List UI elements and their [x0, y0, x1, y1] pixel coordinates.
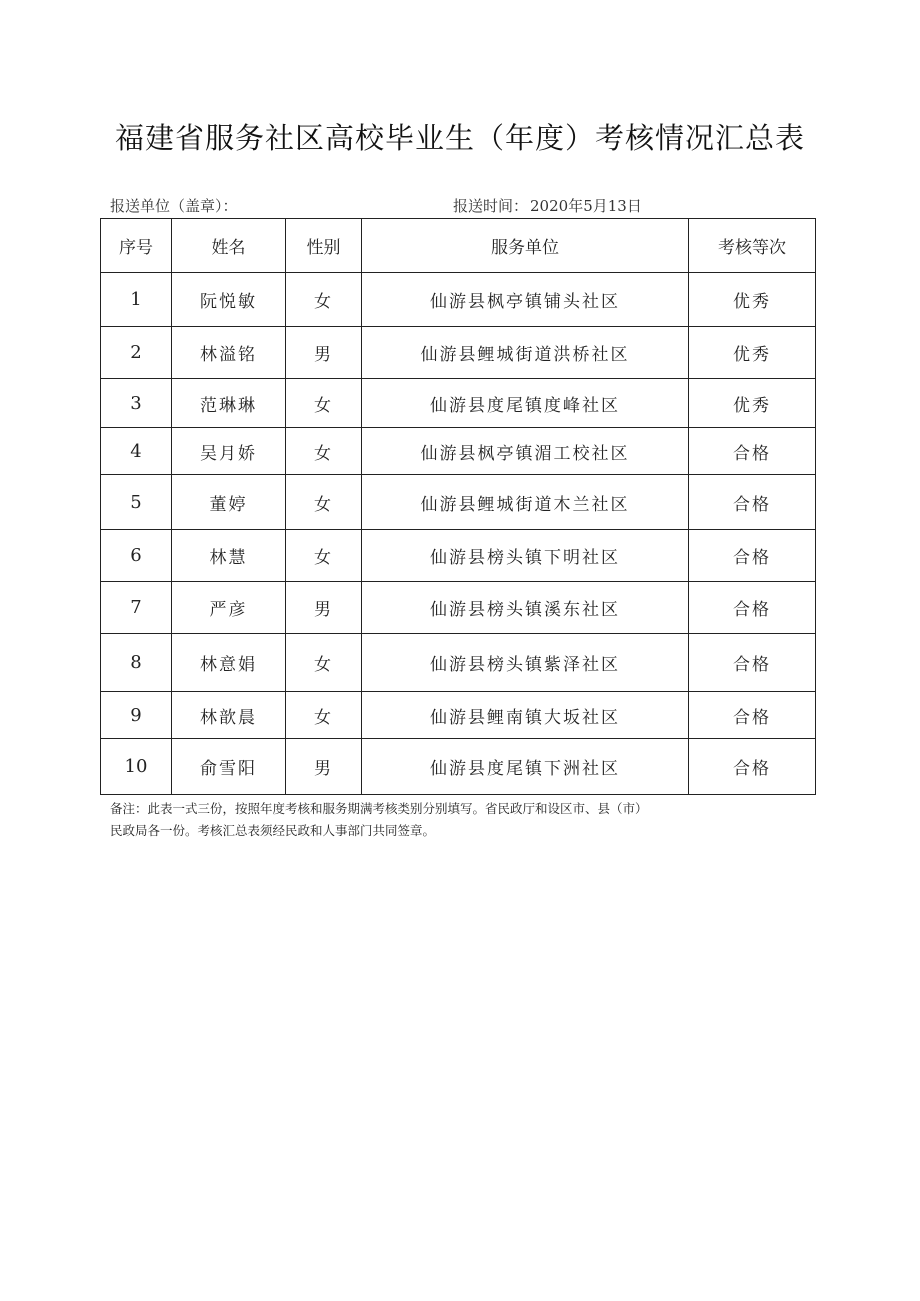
row-gender: 男: [286, 582, 362, 634]
row-index: 3: [101, 379, 172, 428]
row-gender: 女: [286, 530, 362, 582]
row-index: 4: [101, 428, 172, 475]
header-name: 姓名: [172, 219, 286, 273]
row-unit: 仙游县枫亭镇铺头社区: [362, 273, 689, 327]
table-row: [101, 327, 816, 379]
table-row: [101, 692, 816, 739]
row-name: 林溢铭: [172, 327, 286, 379]
row-grade: 优秀: [689, 327, 816, 379]
table-row: [101, 379, 816, 428]
table-row: [101, 634, 816, 692]
submit-unit-label: 报送单位（盖章）：: [110, 197, 238, 215]
assessment-table: [100, 218, 816, 795]
row-name: 董婷: [172, 475, 286, 530]
row-unit: 仙游县枫亭镇湄工校社区: [362, 428, 689, 475]
row-index: 6: [101, 530, 172, 582]
row-gender: 女: [286, 692, 362, 739]
row-grade: 合格: [689, 530, 816, 582]
row-index: 7: [101, 582, 172, 634]
row-name: 俞雪阳: [172, 739, 286, 795]
table-row: [101, 530, 816, 582]
table-header-row: [101, 219, 816, 273]
footnote-line-2: 民政局各一份。考核汇总表须经民政和人事部门共同签章。: [110, 823, 436, 838]
header-unit: 服务单位: [362, 219, 689, 273]
submit-time-label: 报送时间：: [453, 197, 529, 215]
submit-time-value: 2020年5月13日: [530, 197, 642, 215]
row-name: 林慧: [172, 530, 286, 582]
row-index: 9: [101, 692, 172, 739]
row-name: 阮悦敏: [172, 273, 286, 327]
row-unit: 仙游县鲤南镇大坂社区: [362, 692, 689, 739]
footnote-line-1: 备注：此表一式三份，按照年度考核和服务期满考核类别分别填写。省民政厅和设区市、县（市）: [110, 801, 648, 816]
submit-time: [453, 195, 642, 216]
row-gender: 女: [286, 379, 362, 428]
header-index: 序号: [101, 219, 172, 273]
row-grade: 合格: [689, 582, 816, 634]
row-gender: 女: [286, 428, 362, 475]
row-grade: 合格: [689, 475, 816, 530]
row-unit: 仙游县榜头镇紫泽社区: [362, 634, 689, 692]
footnote: [110, 798, 790, 842]
row-index: 8: [101, 634, 172, 692]
row-unit: 仙游县鲤城街道洪桥社区: [362, 327, 689, 379]
row-name: 范琳琳: [172, 379, 286, 428]
table-row: [101, 582, 816, 634]
row-index: 10: [101, 739, 172, 795]
row-index: 2: [101, 327, 172, 379]
row-name: 吴月娇: [172, 428, 286, 475]
header-grade: 考核等次: [689, 219, 816, 273]
row-name: 林歆晨: [172, 692, 286, 739]
row-index: 1: [101, 273, 172, 327]
table-row: [101, 739, 816, 795]
row-unit: 仙游县榜头镇下明社区: [362, 530, 689, 582]
row-gender: 女: [286, 634, 362, 692]
row-unit: 仙游县度尾镇度峰社区: [362, 379, 689, 428]
row-unit: 仙游县度尾镇下洲社区: [362, 739, 689, 795]
row-grade: 合格: [689, 739, 816, 795]
row-gender: 女: [286, 273, 362, 327]
row-gender: 男: [286, 327, 362, 379]
row-grade: 优秀: [689, 379, 816, 428]
table-row: [101, 428, 816, 475]
row-gender: 男: [286, 739, 362, 795]
row-unit: 仙游县鲤城街道木兰社区: [362, 475, 689, 530]
row-name: 严彦: [172, 582, 286, 634]
row-grade: 优秀: [689, 273, 816, 327]
row-grade: 合格: [689, 634, 816, 692]
row-name: 林意娟: [172, 634, 286, 692]
row-grade: 合格: [689, 692, 816, 739]
header-gender: 性别: [286, 219, 362, 273]
document-title: 福建省服务社区高校毕业生（年度）考核情况汇总表: [114, 121, 805, 155]
table-row: [101, 475, 816, 530]
table-row: [101, 273, 816, 327]
row-index: 5: [101, 475, 172, 530]
row-grade: 合格: [689, 428, 816, 475]
row-unit: 仙游县榜头镇溪东社区: [362, 582, 689, 634]
row-gender: 女: [286, 475, 362, 530]
